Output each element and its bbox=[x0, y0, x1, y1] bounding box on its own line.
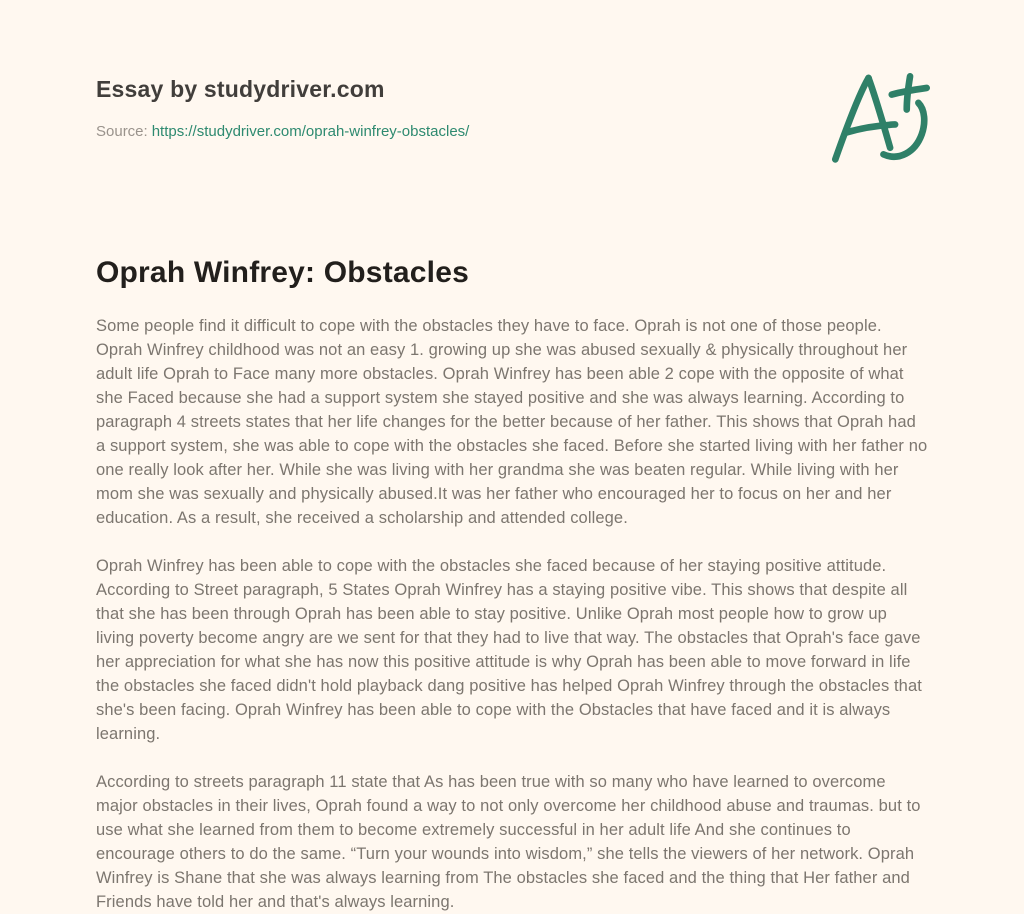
source-link[interactable]: https://studydriver.com/oprah-winfrey-obstacles/ bbox=[151, 123, 470, 140]
essay-paragraph-3: According to streets paragraph 11 state that As has been true with so many who have learned to overcome major obstacles in their lives, Oprah found a way to not only overcome her childhood abuse and traumas. but to use what she learned from them to become extremely successful in her adult life And she continues to encourage others to do the same. “Turn your wounds into wisdom,” she tells the viewers of her network. Oprah Winfrey is Shane that she was always learning from The obstacles she faced and the thing that Her father and Friends have told her and that's always learning. bbox=[96, 773, 921, 911]
source-line bbox=[96, 123, 928, 140]
a-plus-logo-icon bbox=[822, 66, 930, 168]
essay-paragraph-2: Oprah Winfrey has been able to cope with the obstacles she faced because of her staying positive attitude. According to Street paragraph, 5 States Oprah Winfrey has a staying positive vibe. This shows that despite all that she has been through Oprah has been able to stay positive. Unlike Oprah most people how to grow up living poverty become angry are we sent for that they had to live that way. The obstacles that Oprah's face gave her appreciation for what she has now this positive attitude is why Oprah has been able to move forward in life the obstacles she faced didn't hold playback dang positive has helped Oprah Winfrey through the obstacles that she's been facing. Oprah Winfrey has been able to cope with the Obstacles that have faced and it is always learning. bbox=[96, 557, 922, 743]
doc-header bbox=[96, 76, 928, 140]
page-title: Oprah Winfrey: Obstacles bbox=[96, 256, 469, 289]
essay-body bbox=[96, 314, 928, 914]
header-title: Essay by studydriver.com bbox=[96, 76, 385, 102]
essay-paragraph-1: Some people find it difficult to cope with the obstacles they have to face. Oprah is not one of those people. Oprah Winfrey childhood was not an easy 1. growing up she was abused sexually & physically throughout her adult life Oprah to Face many more obstacles. Oprah Winfrey has been able 2 cope with the opposite of what she Faced because she had a support system she stayed positive and she was always learning. According to paragraph 4 streets states that her life changes for the better because of her father. This shows that Oprah had a support system, she was able to cope with the obstacles she faced. Before she started living with her father no one really look after her. While she was living with her grandma she was beaten regular. While living with her mom she was sexually and physically abused.It was her father who encouraged her to focus on her and her education. As a result, she received a scholarship and attended college. bbox=[96, 317, 928, 527]
source-label: Source: bbox=[96, 123, 148, 140]
